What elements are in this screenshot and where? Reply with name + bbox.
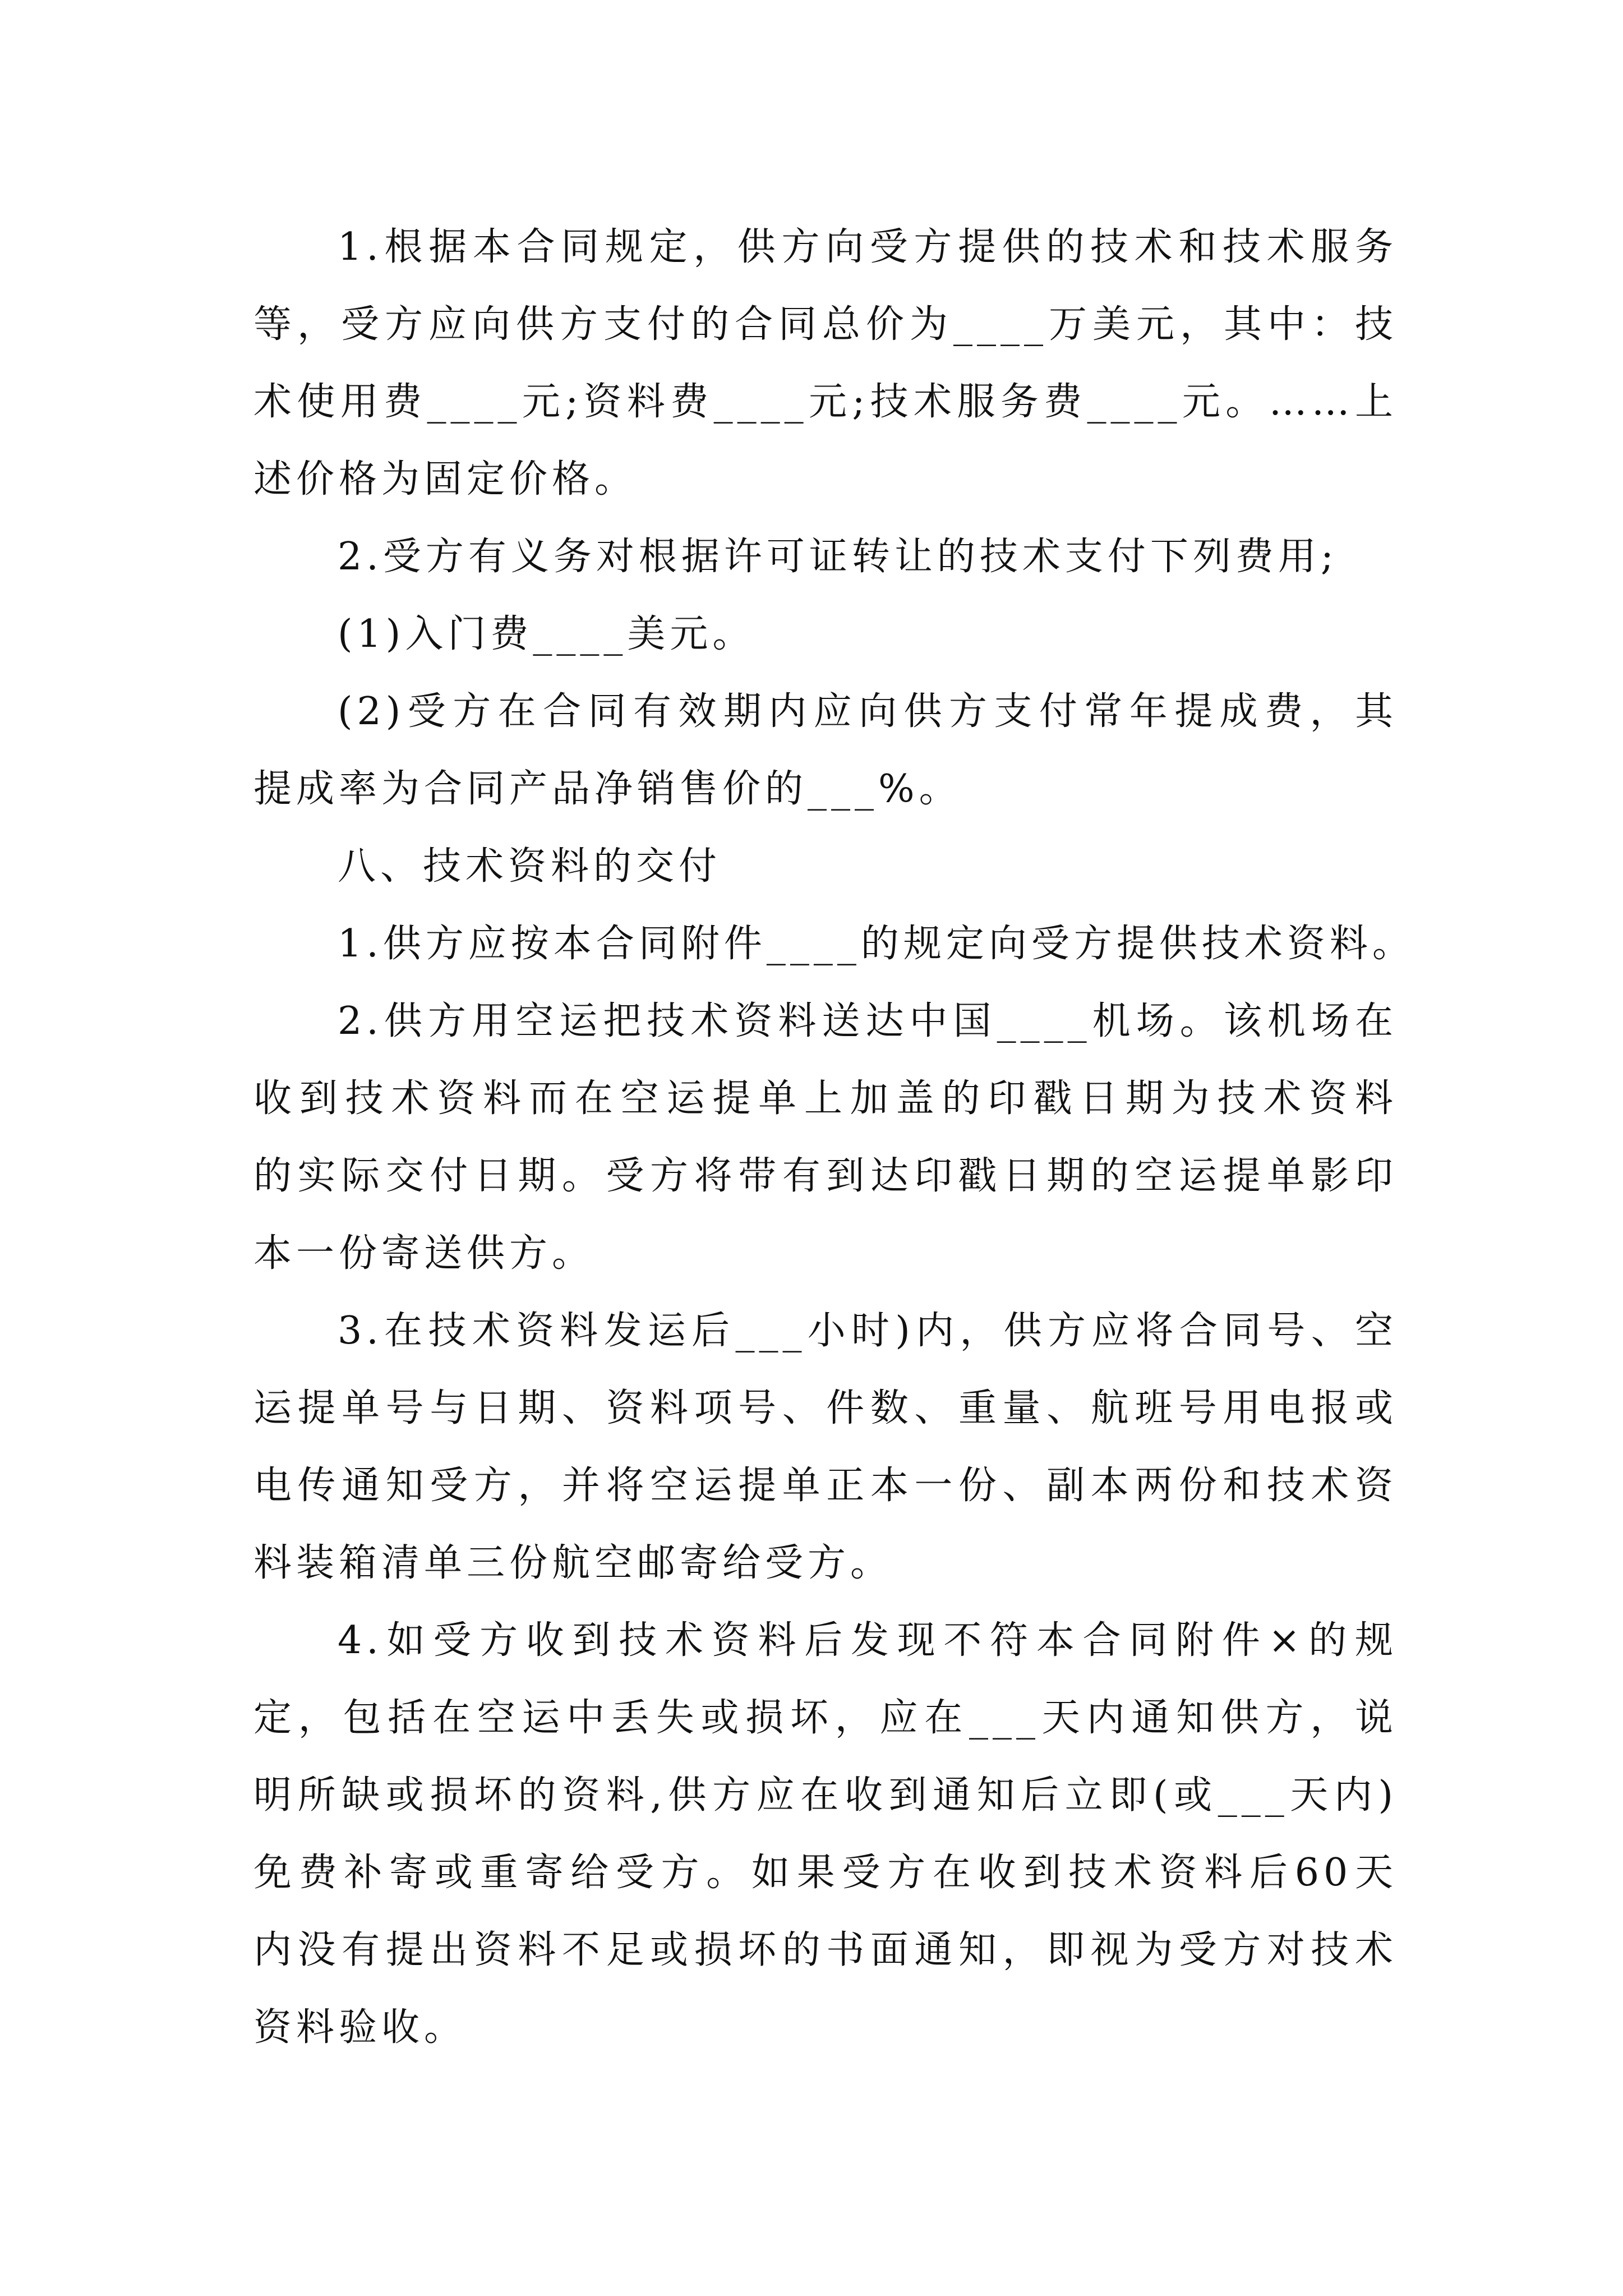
paragraph-air-delivery	[253, 983, 1398, 1292]
text-line: 提成率为合同产品净销售价的___%。	[253, 767, 962, 811]
text-line: 3.在技术资料发运后___小时)内，供方应将合同号、空	[338, 1309, 1398, 1353]
paragraph-fee-total	[253, 209, 1398, 518]
text-line: (2)受方在合同有效期内应向供方支付常年提成费，其	[338, 689, 1398, 734]
text-line: 本一份寄送供方。	[253, 1231, 595, 1276]
section-heading	[253, 828, 1398, 905]
paragraph-royalty	[253, 673, 1398, 828]
text-line: 述价格为固定价格。	[253, 457, 638, 501]
text-line: 术使用费____元;资料费____元;技术服务费____元。……上	[253, 380, 1398, 424]
text-line: 2.受方有义务对根据许可证转让的技术支付下列费用;	[338, 535, 1338, 579]
text-line: 电传通知受方，并将空运提单正本一份、副本两份和技术资	[253, 1464, 1398, 1508]
paragraph-missing-documents	[253, 1602, 1398, 2067]
text-line: 1.根据本合同规定，供方向受方提供的技术和技术服务	[338, 225, 1398, 269]
text-line: 内没有提出资料不足或损坏的书面通知，即视为受方对技术	[253, 1928, 1398, 1972]
document-body	[253, 209, 1415, 2067]
paragraph-delivery-annex	[253, 905, 1415, 983]
text-line: (1)入门费____美元。	[338, 612, 755, 656]
text-line: 2.供方用空运把技术资料送达中国____机场。该机场在	[338, 999, 1398, 1043]
paragraph-entry-fee	[253, 596, 1398, 673]
text-line: 等，受方应向供方支付的合同总价为____万美元，其中：技	[253, 302, 1398, 347]
text-line: 定，包括在空运中丢失或损坏，应在___天内通知供方，说	[253, 1696, 1398, 1740]
text-line: 料装箱清单三份航空邮寄给受方。	[253, 1541, 893, 1585]
text-line: 4.如受方收到技术资料后发现不符本合同附件×的规	[338, 1618, 1398, 1663]
text-line: 免费补寄或重寄给受方。如果受方在收到技术资料后60天	[253, 1851, 1398, 1895]
paragraph-fee-obligation	[253, 518, 1398, 596]
text-line: 资料验收。	[253, 2005, 467, 2050]
text-line: 明所缺或损坏的资料,供方应在收到通知后立即(或___天内)	[253, 1773, 1398, 1818]
paragraph-shipment-notice	[253, 1292, 1398, 1602]
text-line: 运提单号与日期、资料项号、件数、重量、航班号用电报或	[253, 1386, 1398, 1430]
section-title: 八、技术资料的交付	[338, 844, 722, 889]
text-line: 1.供方应按本合同附件____的规定向受方提供技术资料。	[338, 922, 1415, 966]
text-line: 的实际交付日期。受方将带有到达印戳日期的空运提单影印	[253, 1154, 1398, 1198]
text-line: 收到技术资料而在空运提单上加盖的印戳日期为技术资料	[253, 1076, 1398, 1121]
